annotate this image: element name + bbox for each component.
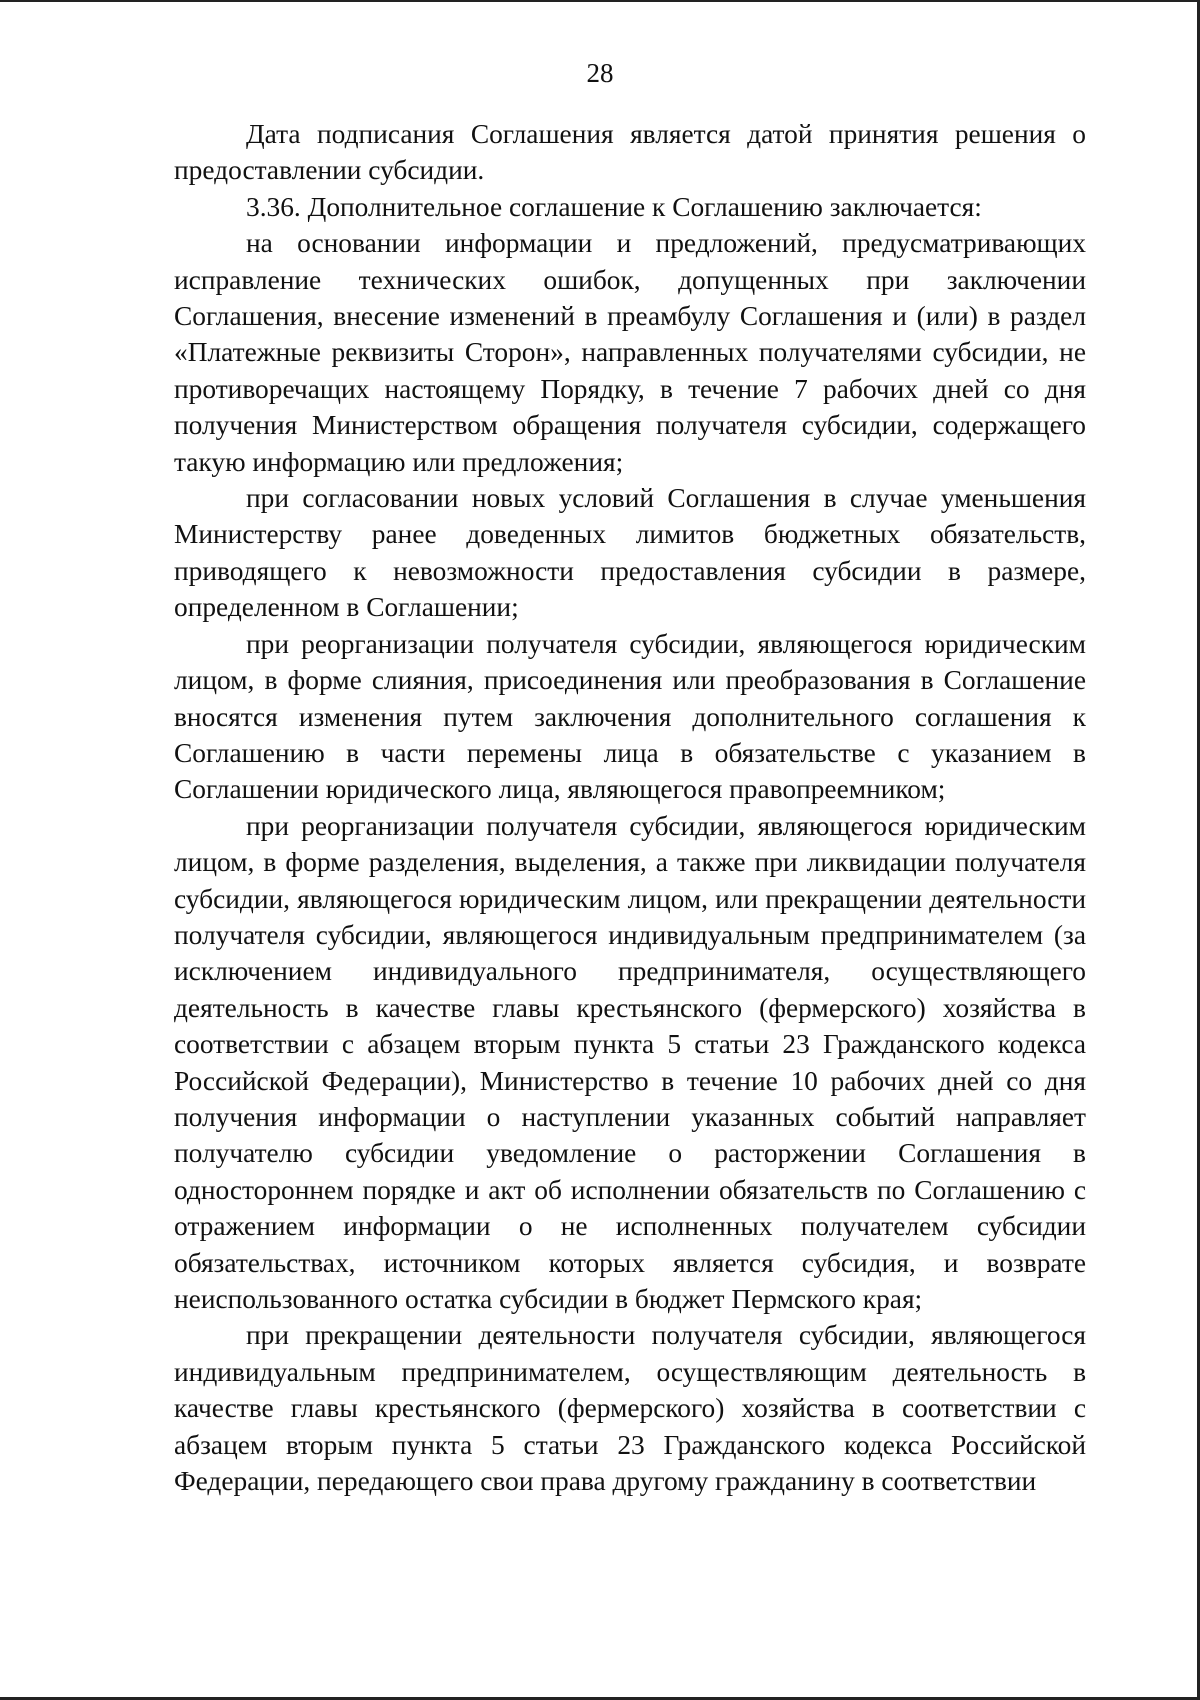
document-body bbox=[174, 116, 1086, 1499]
paragraph-technical-errors: на основании информации и предложений, предусматривающих исправление технических ошибок, допущенных при заключении Соглашения, внесение изменений в преамбулу Соглашения и (или) в раздел «Платежные реквизиты Сторон», направленных получателями субсидии, не противоречащих настоящему Порядку, в течение 7 рабочих дней со дня получения Министерством обращения получателя субсидии, содержащего такую информацию или предложения; bbox=[174, 228, 1086, 477]
scan-edge-top bbox=[0, 0, 1200, 2]
paragraph-signing-date: Дата подписания Соглашения является датой принятия решения о предоставлении субсидии. bbox=[174, 119, 1086, 186]
page-number: 28 bbox=[586, 58, 614, 88]
paragraph-new-conditions: при согласовании новых условий Соглашения в случае уменьшения Министерству ранее доведенных лимитов бюджетных обязательств, приводящего к невозможности предоставления субсидии в размере, определенном в Соглашении; bbox=[174, 483, 1086, 623]
paragraph-reorganization-merger: при реорганизации получателя субсидии, являющегося юридическим лицом, в форме слияния, присоединения или преобразования в Соглашение вносятся изменения путем заключения дополнительного соглашения к Соглашению в части перемены лица в обязательстве с указанием в Соглашении юридического лица, являющегося правопреемником; bbox=[174, 628, 1086, 805]
paragraph-clause-3-36: 3.36. Дополнительное соглашение к Соглашению заключается: bbox=[246, 191, 982, 222]
paragraph-termination-entrepreneur: при прекращении деятельности получателя субсидии, являющегося индивидуальным предпринимателем, осуществляющим деятельность в качестве главы крестьянского (фермерского) хозяйства в соответствии с абзацем вторым пункта 5 статьи 23 Гражданского кодекса Российской Федерации, передающего свои права другому гражданину в соответствии bbox=[174, 1320, 1086, 1497]
paragraph-reorganization-division: при реорганизации получателя субсидии, являющегося юридическим лицом, в форме разделения, выделения, а также при ликвидации получателя субсидии, являющегося юридическим лицом, или прекращении деятельности получателя субсидии, являющегося индивидуальным предпринимателем (за исключением индивидуального предпринимателя, осуществляющего деятельность в качестве главы крестьянского (фермерского) хозяйства в соответствии с абзацем вторым пункта 5 статьи 23 Гражданского кодекса Российской Федерации), Министерство в течение 10 рабочих дней со дня получения информации о наступлении указанных событий направляет получателю субсидии уведомление о расторжении Соглашения в одностороннем порядке и акт об исполнении обязательств по Соглашению с отражением информации о не исполненных получателем субсидии обязательствах, источником которых является субсидия, и возврате неиспользованного остатка субсидии в бюджет Пермского края; bbox=[174, 810, 1086, 1314]
